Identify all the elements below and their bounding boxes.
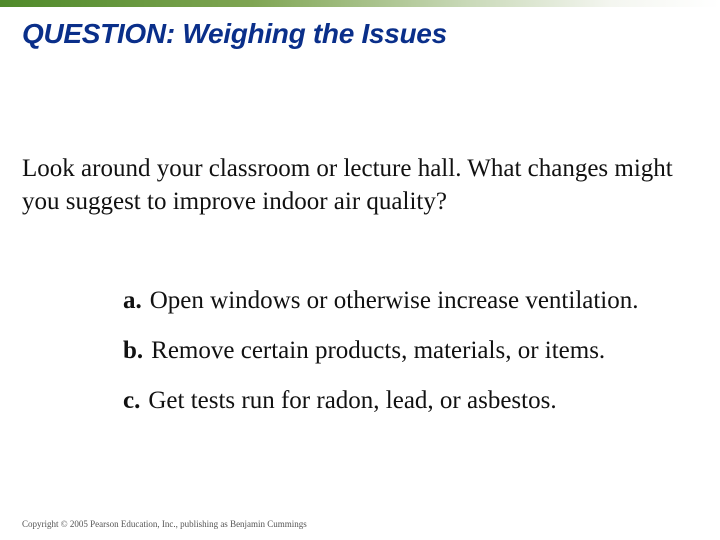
option-text: Get tests run for radon, lead, or asbestos.: [148, 387, 557, 414]
option-b[interactable]: [123, 334, 639, 384]
option-a[interactable]: [123, 284, 639, 334]
slide-title: QUESTION: Weighing the Issues: [22, 18, 447, 49]
option-text: Open windows or otherwise increase ventilation.: [149, 287, 639, 314]
option-text: Remove certain products, materials, or items.: [151, 337, 606, 364]
answer-options: [123, 284, 639, 434]
copyright-notice: Copyright © 2005 Pearson Education, Inc., publishing as Benjamin Cummings: [22, 519, 307, 529]
question-text: Look around your classroom or lecture hall. What changes might you suggest to improve indoor air quality?: [22, 155, 673, 215]
option-c[interactable]: [123, 384, 639, 434]
option-label: b.: [123, 337, 144, 364]
accent-bar: [0, 0, 720, 7]
option-label: a.: [123, 287, 142, 314]
option-label: c.: [123, 387, 141, 414]
